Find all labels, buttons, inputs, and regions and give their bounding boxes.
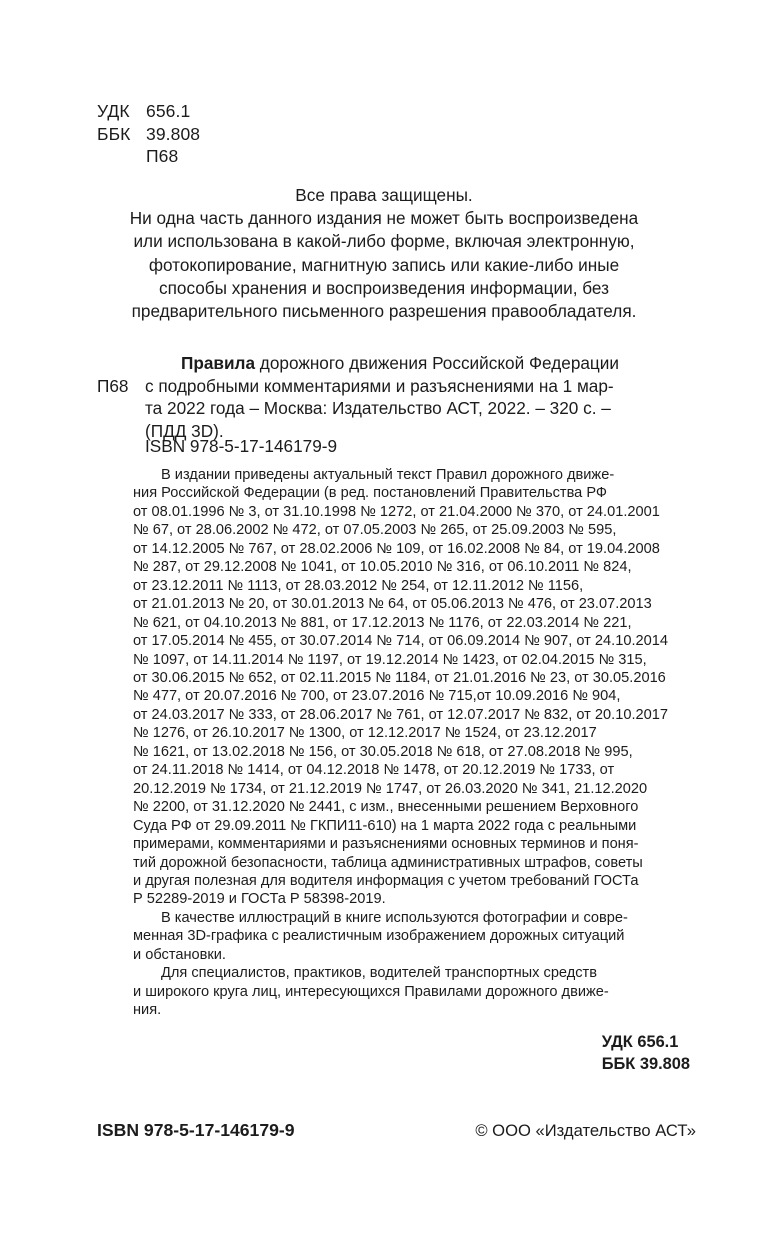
annotation-line: от 23.12.2011 № 1113, от 28.03.2012 № 254, от 12.11.2012 № 1156, <box>133 577 584 594</box>
classification-row-sigil <box>97 145 200 168</box>
classification-label-bbk: ББК <box>97 123 131 144</box>
annotation-paragraph-3 <box>133 964 685 1019</box>
annotation-paragraph-1 <box>133 466 685 909</box>
footer-copyright: © ООО «Издательство АСТ» <box>475 1121 696 1140</box>
page-footer <box>97 1120 702 1141</box>
annotation-line: и другая полезная для водителя информация с учетом требований ГОСТа <box>133 872 639 889</box>
annotation-line: от 08.01.1996 № 3, от 31.10.1998 № 1272, от 21.04.2000 № 370, от 24.01.2001 <box>133 503 660 520</box>
rights-line: или использована в какой-либо форме, включая электронную, <box>133 231 635 252</box>
book-title: Правила <box>181 353 256 373</box>
annotation-line: № 2200, от 31.12.2020 № 2441, с изм., внесенными решением Верховного <box>133 799 639 816</box>
annotation-line: от 21.01.2013 № 20, от 30.01.2013 № 64, от 05.06.2013 № 476, от 23.07.2013 <box>133 596 652 613</box>
biblio-line: (ПДД 3D). <box>145 420 224 441</box>
rights-line: фотокопирование, магнитную запись или какие-либо иные <box>148 254 620 275</box>
footer-isbn: ISBN 978-5-17-146179-9 <box>97 1120 295 1140</box>
classification-label-udk: УДК <box>97 101 130 121</box>
annotation-text <box>133 466 685 1020</box>
annotation-line: № 1276, от 26.10.2017 № 1300, от 12.12.2017 № 1524, от 23.12.2017 <box>133 725 597 742</box>
annotation-line: менная 3D-графика с реалистичным изображением дорожных ситуаций <box>133 928 625 945</box>
annotation-line: № 1621, от 13.02.2018 № 156, от 30.05.2018 № 618, от 27.08.2018 № 995, <box>133 743 633 760</box>
annotation-line: № 1097, от 14.11.2014 № 1197, от 19.12.2014 № 1423, от 02.04.2015 № 315, <box>133 651 647 668</box>
annotation-line: и широкого круга лиц, интересующихся Правилами дорожного движе- <box>133 983 609 1000</box>
classification-bottom-bbk: ББК 39.808 <box>601 1054 690 1073</box>
classification-value-udk: 656.1 <box>146 101 191 121</box>
annotation-line: № 287, от 29.12.2008 № 1041, от 10.05.2010 № 316, от 06.10.2011 № 824, <box>133 559 632 576</box>
annotation-line: Для специалистов, практиков, водителей транспортных средств <box>161 965 597 982</box>
annotation-line: В качестве иллюстраций в книге используются фотографии и совре- <box>161 909 628 926</box>
classification-block-top <box>97 100 200 168</box>
annotation-line: от 30.06.2015 № 652, от 02.11.2015 № 1184, от 21.01.2016 № 23, от 30.05.2016 <box>133 669 666 686</box>
annotation-line: от 17.05.2014 № 455, от 30.07.2014 № 714, от 06.09.2014 № 907, от 24.10.2014 <box>133 633 668 650</box>
classification-row-udk <box>97 100 200 123</box>
classification-value-bbk: 39.808 <box>146 123 201 144</box>
bibliographic-description <box>97 352 697 442</box>
rights-line: Ни одна часть данного издания не может быть воспроизведена <box>129 208 639 229</box>
classification-label-sigil <box>97 145 146 168</box>
annotation-line: № 67, от 28.06.2002 № 472, от 07.05.2003 № 265, от 25.09.2003 № 595, <box>133 522 617 539</box>
annotation-line: ния. <box>133 1002 162 1019</box>
annotation-line: от 24.03.2017 № 333, от 28.06.2017 № 761, от 12.07.2017 № 832, от 20.10.2017 <box>133 706 668 723</box>
rights-notice <box>96 184 672 323</box>
annotation-line: от 14.12.2005 № 767, от 28.02.2006 № 109, от 16.02.2008 № 84, от 19.04.2008 <box>133 540 660 557</box>
rights-line: Все права защищены. <box>295 185 473 205</box>
annotation-line: и обстановки. <box>133 946 226 963</box>
biblio-body <box>145 352 697 442</box>
annotation-line: тий дорожной безопасности, таблица административных штрафов, советы <box>133 854 643 871</box>
biblio-line: та 2022 года – Москва: Издательство АСТ, 2022. – 320 с. – <box>145 398 611 419</box>
annotation-line: ния Российской Федерации (в ред. постановлений Правительства РФ <box>133 485 608 502</box>
classification-row-bbk <box>97 123 200 146</box>
annotation-line: № 477, от 20.07.2016 № 700, от 23.07.2016 № 715,от 10.09.2016 № 904, <box>133 688 621 705</box>
biblio-sigil: П68 <box>97 375 129 396</box>
annotation-line: 20.12.2019 № 1734, от 21.12.2019 № 1747, от 26.03.2020 № 341, 21.12.2020 <box>133 780 648 797</box>
classification-bottom-udk: УДК 656.1 <box>601 1033 679 1051</box>
classification-value-sigil: П68 <box>146 146 179 166</box>
biblio-line: с подробными комментариями и разъяснениями на 1 мар- <box>145 375 614 396</box>
annotation-line: № 621, от 04.10.2013 № 881, от 17.12.2013 № 1176, от 22.03.2014 № 221, <box>133 614 632 631</box>
isbn-inline: ISBN 978-5-17-146179-9 <box>145 436 338 456</box>
biblio-title-rest: дорожного движения Российской Федерации <box>255 353 619 373</box>
annotation-line: Р 52289-2019 и ГОСТа Р 58398-2019. <box>133 891 386 908</box>
rights-line: способы хранения и воспроизведения информации, без <box>158 277 609 298</box>
annotation-line: от 24.11.2018 № 1414, от 04.12.2018 № 1478, от 20.12.2019 № 1733, от <box>133 762 615 779</box>
annotation-line: В издании приведены актуальный текст Правил дорожного движе- <box>161 467 615 483</box>
annotation-line: Суда РФ от 29.09.2011 № ГКПИ11-610) на 1 марта 2022 года с реальными <box>133 817 637 834</box>
annotation-line: примерами, комментариями и разъяснениями основных терминов и поня- <box>133 836 639 853</box>
annotation-paragraph-2 <box>133 909 685 964</box>
classification-block-bottom <box>602 1032 690 1075</box>
rights-line: предварительного письменного разрешения правообладателя. <box>131 301 637 322</box>
biblio-line-title <box>145 352 697 375</box>
